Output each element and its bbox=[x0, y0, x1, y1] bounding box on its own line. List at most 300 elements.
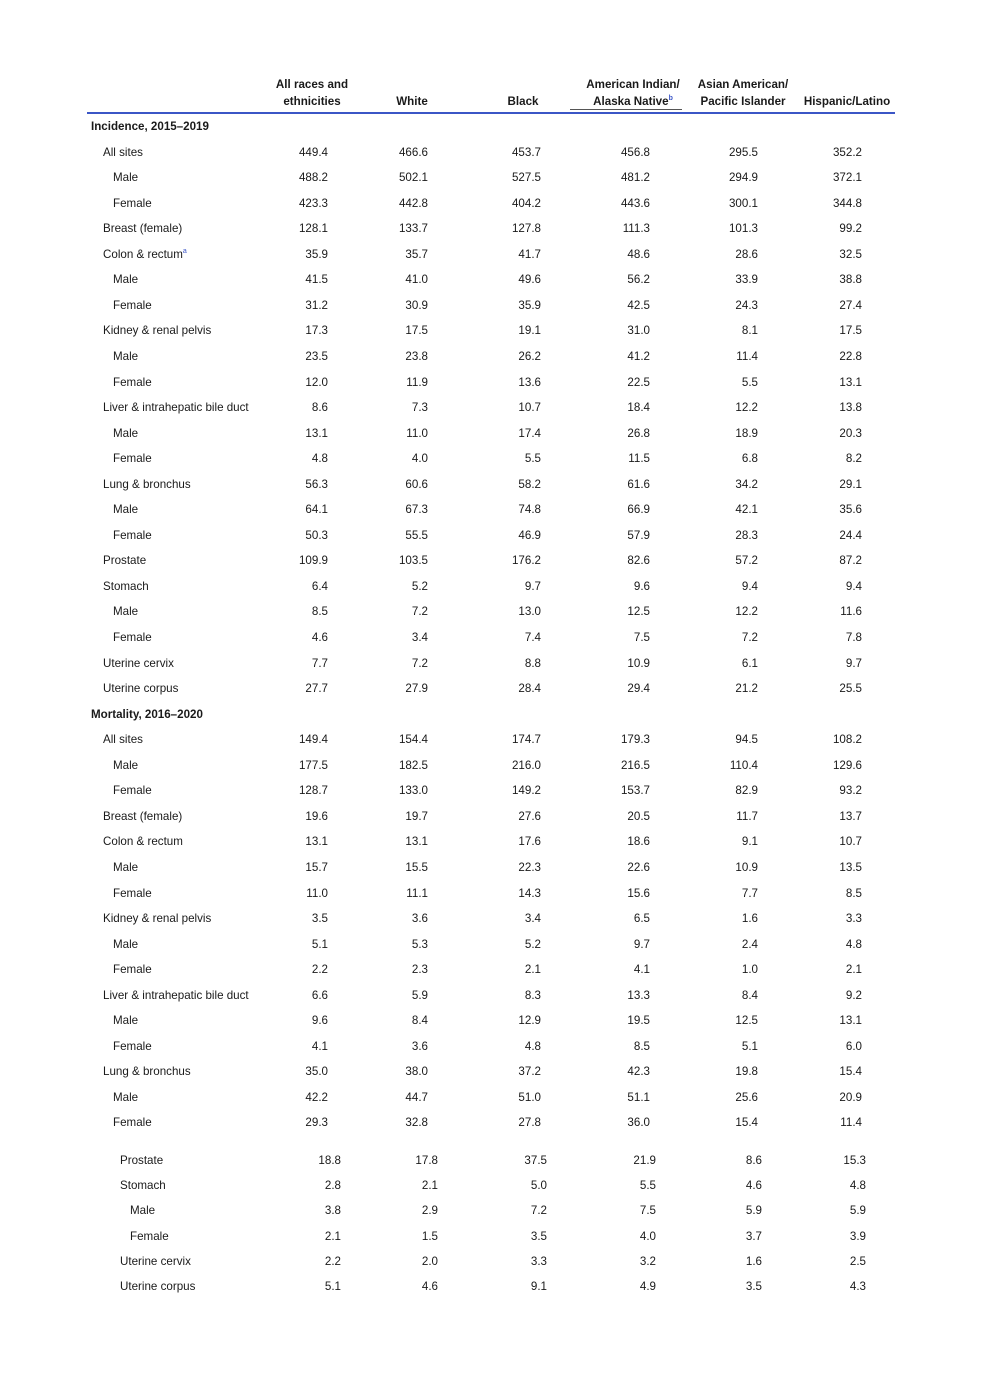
table-cell: 9.1 bbox=[741, 835, 758, 849]
table-cell: 14.3 bbox=[518, 886, 541, 900]
table-cell: 19.8 bbox=[735, 1065, 758, 1079]
row-label bbox=[113, 1089, 138, 1107]
row-label bbox=[113, 374, 152, 392]
table-cell: 22.6 bbox=[627, 860, 650, 874]
table-row bbox=[0, 1089, 1000, 1107]
table-cell: 60.6 bbox=[405, 477, 428, 491]
table-cell: 48.6 bbox=[627, 247, 650, 261]
table-cell: 8.6 bbox=[311, 401, 328, 415]
table-cell: 7.5 bbox=[633, 631, 650, 644]
table-cell: 6.4 bbox=[311, 579, 328, 593]
row-label-text: Mortality, 2016–2020 bbox=[91, 707, 203, 721]
table-cell: 41.7 bbox=[518, 247, 541, 261]
table-cell: 404.2 bbox=[511, 196, 541, 210]
table-cell: 35.9 bbox=[518, 298, 541, 312]
table-cell: 8.8 bbox=[524, 656, 541, 670]
table-cell: 11.5 bbox=[628, 452, 650, 466]
table-cell: 4.6 bbox=[421, 1280, 438, 1293]
table-cell: 5.5 bbox=[639, 1179, 656, 1193]
table-cell: 28.4 bbox=[518, 682, 541, 696]
row-label bbox=[113, 348, 138, 366]
table-row bbox=[0, 655, 1000, 673]
row-label bbox=[103, 246, 187, 264]
table-row bbox=[0, 1278, 1000, 1296]
table-cell: 1.0 bbox=[741, 963, 758, 977]
table-cell: 10.9 bbox=[735, 860, 758, 874]
row-label bbox=[103, 1063, 191, 1081]
table-cell: 5.9 bbox=[745, 1204, 762, 1218]
table-cell: 15.4 bbox=[839, 1065, 862, 1079]
table-cell: 127.8 bbox=[511, 222, 541, 236]
table-row bbox=[0, 859, 1000, 877]
table-cell: 55.5 bbox=[405, 528, 428, 542]
footnote-marker: a bbox=[182, 247, 187, 255]
row-label-text: Breast (female) bbox=[103, 222, 183, 236]
table-cell: 44.7 bbox=[405, 1090, 428, 1104]
row-label-text: Male bbox=[113, 1090, 139, 1104]
table-cell: 7.3 bbox=[411, 401, 428, 415]
row-label bbox=[120, 1177, 166, 1195]
table-cell: 2.1 bbox=[845, 963, 862, 977]
table-cell: 488.2 bbox=[298, 171, 328, 185]
table-cell: 11.0 bbox=[306, 886, 328, 900]
row-label bbox=[103, 322, 211, 340]
table-cell: 34.2 bbox=[735, 477, 758, 491]
row-label-text: Stomach bbox=[103, 579, 149, 593]
table-cell: 20.5 bbox=[627, 809, 650, 823]
table-cell: 6.6 bbox=[311, 988, 328, 1002]
table-cell: 174.7 bbox=[511, 733, 541, 747]
table-cell: 344.8 bbox=[832, 196, 862, 210]
table-cell: 29.1 bbox=[839, 477, 862, 491]
footnote-marker: b bbox=[668, 95, 673, 103]
table-cell: 154.4 bbox=[398, 733, 428, 747]
table-row bbox=[0, 527, 1000, 545]
table-cell: 11.4 bbox=[736, 349, 758, 363]
table-cell: 129.6 bbox=[832, 758, 862, 772]
row-label-text: Female bbox=[113, 196, 152, 210]
table-cell: 12.2 bbox=[735, 605, 758, 619]
table-cell: 4.8 bbox=[311, 452, 328, 466]
row-label bbox=[103, 144, 143, 162]
table-cell: 103.5 bbox=[398, 554, 428, 568]
row-label bbox=[103, 399, 249, 417]
table-cell: 4.8 bbox=[849, 1179, 866, 1193]
table-cell: 9.1 bbox=[530, 1280, 547, 1293]
table-cell: 7.7 bbox=[741, 886, 758, 900]
table-cell: 3.3 bbox=[845, 912, 862, 926]
row-label-text: Male bbox=[113, 758, 139, 772]
table-cell: 352.2 bbox=[832, 145, 862, 159]
table-cell: 35.0 bbox=[305, 1065, 328, 1079]
table-cell: 19.5 bbox=[627, 1014, 650, 1028]
row-label-text: All sites bbox=[103, 733, 143, 747]
table-cell: 66.9 bbox=[627, 503, 650, 517]
table-cell: 443.6 bbox=[620, 196, 650, 210]
table-row bbox=[0, 1038, 1000, 1056]
table-cell: 108.2 bbox=[832, 733, 862, 747]
row-label-text: Uterine cervix bbox=[103, 656, 174, 670]
table-cell: 49.6 bbox=[518, 273, 541, 287]
table-cell: 13.1 bbox=[405, 835, 428, 849]
table-cell: 153.7 bbox=[620, 784, 650, 798]
row-label bbox=[113, 527, 152, 545]
table-cell: 13.1 bbox=[839, 1014, 862, 1028]
row-label-text: Prostate bbox=[103, 554, 147, 568]
table-row bbox=[0, 322, 1000, 340]
table-cell: 7.4 bbox=[524, 631, 541, 644]
table-row bbox=[0, 987, 1000, 1005]
table-cell: 11.9 bbox=[406, 375, 428, 389]
table-row bbox=[0, 731, 1000, 749]
table-cell: 15.4 bbox=[735, 1116, 758, 1130]
table-cell: 300.1 bbox=[728, 196, 758, 210]
table-cell: 28.3 bbox=[735, 528, 758, 542]
table-cell: 27.6 bbox=[518, 809, 541, 823]
row-label bbox=[113, 757, 138, 775]
table-cell: 17.5 bbox=[839, 324, 862, 338]
table-cell: 12.5 bbox=[735, 1014, 758, 1028]
table-cell: 29.4 bbox=[627, 682, 650, 696]
table-cell: 67.3 bbox=[405, 503, 428, 517]
table-cell: 41.0 bbox=[405, 273, 428, 287]
table-cell: 15.3 bbox=[843, 1154, 866, 1167]
row-label bbox=[120, 1152, 163, 1170]
table-cell: 27.4 bbox=[839, 298, 862, 312]
table-cell: 216.5 bbox=[620, 758, 650, 772]
row-label bbox=[103, 808, 182, 826]
row-label bbox=[113, 450, 152, 468]
table-cell: 24.4 bbox=[839, 528, 862, 542]
table-cell: 3.3 bbox=[530, 1254, 547, 1268]
table-row bbox=[0, 297, 1000, 315]
row-label bbox=[103, 552, 146, 570]
column-header-text: Alaska Native bbox=[593, 95, 669, 108]
row-label-text: Male bbox=[113, 503, 139, 517]
table-cell: 23.5 bbox=[305, 349, 328, 363]
table-cell: 57.9 bbox=[627, 528, 650, 542]
table-cell: 25.5 bbox=[839, 682, 862, 696]
row-label-text: Female bbox=[113, 784, 152, 798]
table-row bbox=[0, 399, 1000, 417]
table-cell: 453.7 bbox=[511, 145, 541, 159]
table-row bbox=[0, 271, 1000, 289]
table-cell: 2.4 bbox=[741, 937, 758, 951]
table-cell: 13.0 bbox=[518, 605, 541, 619]
table-cell: 3.6 bbox=[411, 912, 428, 926]
row-label bbox=[113, 271, 138, 289]
table-cell: 8.5 bbox=[633, 1039, 650, 1053]
column-header-line1: American Indian/ bbox=[586, 78, 680, 91]
table-cell: 30.9 bbox=[405, 298, 428, 312]
table-cell: 35.9 bbox=[305, 247, 328, 261]
table-cell: 101.3 bbox=[728, 222, 758, 236]
table-cell: 57.2 bbox=[735, 554, 758, 568]
table-cell: 9.6 bbox=[633, 579, 650, 593]
table-row bbox=[0, 1114, 1000, 1132]
table-cell: 18.8 bbox=[318, 1154, 341, 1167]
table-cell: 18.6 bbox=[627, 835, 650, 849]
table-cell: 5.9 bbox=[849, 1204, 866, 1218]
row-label bbox=[130, 1228, 169, 1246]
row-label bbox=[103, 655, 174, 673]
row-label bbox=[113, 936, 138, 954]
row-label bbox=[113, 859, 138, 877]
table-cell: 27.9 bbox=[405, 682, 428, 696]
table-cell: 11.1 bbox=[406, 886, 428, 900]
column-header-line1: All races and bbox=[275, 78, 349, 91]
row-label-text: Male bbox=[113, 937, 139, 951]
table-cell: 7.2 bbox=[530, 1204, 547, 1218]
row-label-text: Male bbox=[113, 273, 139, 287]
table-cell: 179.3 bbox=[620, 733, 650, 747]
row-label bbox=[103, 731, 143, 749]
column-header-line1: Asian American/ bbox=[697, 78, 789, 91]
table-cell: 2.0 bbox=[421, 1254, 438, 1268]
table-cell: 9.6 bbox=[311, 1014, 328, 1028]
column-header-text: White bbox=[396, 95, 428, 108]
table-cell: 21.2 bbox=[735, 682, 758, 696]
table-cell: 111.3 bbox=[622, 222, 650, 236]
table-cell: 17.5 bbox=[405, 324, 428, 338]
row-label-text: Uterine corpus bbox=[120, 1280, 196, 1293]
table-cell: 32.8 bbox=[405, 1116, 428, 1130]
table-cell: 38.8 bbox=[839, 273, 862, 287]
row-label bbox=[113, 1038, 152, 1056]
section-title bbox=[91, 118, 209, 136]
table-cell: 4.1 bbox=[633, 963, 650, 977]
table-cell: 12.9 bbox=[518, 1014, 541, 1028]
row-label bbox=[113, 1114, 152, 1132]
table-row bbox=[0, 1202, 1000, 1220]
table-cell: 2.2 bbox=[324, 1254, 341, 1268]
table-cell: 15.6 bbox=[627, 886, 650, 900]
table-cell: 35.6 bbox=[839, 503, 862, 517]
table-row bbox=[0, 833, 1000, 851]
table-cell: 13.1 bbox=[305, 426, 328, 440]
table-row bbox=[0, 757, 1000, 775]
row-label bbox=[130, 1202, 155, 1220]
table-row bbox=[0, 374, 1000, 392]
table-cell: 33.9 bbox=[735, 273, 758, 287]
table-cell: 3.2 bbox=[639, 1254, 656, 1268]
table-row bbox=[0, 1012, 1000, 1030]
table-row bbox=[0, 1253, 1000, 1271]
table-row bbox=[0, 603, 1000, 621]
row-label bbox=[103, 680, 178, 698]
table-cell: 11.4 bbox=[840, 1116, 862, 1130]
table-row bbox=[0, 1177, 1000, 1195]
table-cell: 38.0 bbox=[405, 1065, 428, 1079]
table-cell: 17.8 bbox=[415, 1154, 438, 1167]
table-cell: 502.1 bbox=[398, 171, 428, 185]
table-cell: 8.1 bbox=[741, 324, 758, 338]
table-cell: 42.5 bbox=[627, 298, 650, 312]
row-label bbox=[103, 910, 211, 928]
table-cell: 9.4 bbox=[741, 579, 758, 593]
table-cell: 10.7 bbox=[839, 835, 862, 849]
table-row bbox=[0, 552, 1000, 570]
table-row bbox=[0, 885, 1000, 903]
table-cell: 82.9 bbox=[735, 784, 758, 798]
table-cell: 93.2 bbox=[839, 784, 862, 798]
table-cell: 7.8 bbox=[845, 631, 862, 644]
table-cell: 5.5 bbox=[524, 452, 541, 466]
table-cell: 2.1 bbox=[524, 963, 541, 977]
table-cell: 527.5 bbox=[511, 171, 541, 185]
table-cell: 58.2 bbox=[518, 477, 541, 491]
column-rule-american-indian bbox=[570, 109, 682, 110]
row-label-text: Male bbox=[113, 605, 139, 619]
table-cell: 7.5 bbox=[639, 1204, 656, 1218]
table-cell: 449.4 bbox=[298, 145, 328, 159]
column-header-text: ethnicities bbox=[283, 95, 341, 108]
table-row bbox=[0, 220, 1000, 238]
table-cell: 15.5 bbox=[405, 860, 428, 874]
table-cell: 4.8 bbox=[845, 937, 862, 951]
table-cell: 19.6 bbox=[305, 809, 328, 823]
table-cell: 61.6 bbox=[627, 477, 650, 491]
table-cell: 2.1 bbox=[421, 1179, 438, 1193]
table-cell: 2.1 bbox=[324, 1229, 341, 1243]
table-row bbox=[0, 808, 1000, 826]
table-cell: 423.3 bbox=[298, 196, 328, 210]
table-cell: 4.9 bbox=[639, 1280, 656, 1293]
row-label-text: Uterine cervix bbox=[120, 1254, 191, 1268]
table-cell: 456.8 bbox=[620, 145, 650, 159]
column-header bbox=[767, 76, 927, 110]
table-cell: 11.7 bbox=[736, 809, 758, 823]
table-cell: 12.2 bbox=[735, 401, 758, 415]
row-label-text: Kidney & renal pelvis bbox=[103, 912, 212, 926]
table-cell: 5.2 bbox=[411, 579, 428, 593]
header-rule bbox=[87, 112, 895, 114]
table-cell: 5.3 bbox=[411, 937, 428, 951]
table-cell: 18.4 bbox=[627, 401, 650, 415]
table-cell: 3.4 bbox=[524, 912, 541, 926]
table-cell: 182.5 bbox=[398, 758, 428, 772]
table-cell: 2.5 bbox=[849, 1254, 866, 1268]
row-label-text: Male bbox=[113, 171, 139, 185]
row-label-text: Female bbox=[113, 1116, 152, 1130]
table-cell: 87.2 bbox=[839, 554, 862, 568]
table-row bbox=[0, 476, 1000, 494]
table-cell: 4.1 bbox=[311, 1039, 328, 1053]
row-label-text: Colon & rectum bbox=[103, 835, 183, 849]
table-cell: 372.1 bbox=[832, 171, 862, 185]
table-row bbox=[0, 169, 1000, 187]
table-cell: 4.6 bbox=[311, 631, 328, 644]
row-label-text: Female bbox=[113, 528, 152, 542]
table-cell: 2.8 bbox=[324, 1179, 341, 1193]
table-row bbox=[0, 1063, 1000, 1081]
table-row bbox=[0, 782, 1000, 800]
row-label-text: Male bbox=[130, 1204, 156, 1218]
table-cell: 19.1 bbox=[518, 324, 541, 338]
table-cell: 6.0 bbox=[845, 1039, 862, 1053]
table-cell: 24.3 bbox=[735, 298, 758, 312]
table-cell: 9.7 bbox=[845, 656, 862, 670]
table-cell: 109.9 bbox=[298, 554, 328, 568]
table-cell: 1.6 bbox=[741, 912, 758, 926]
row-label bbox=[120, 1253, 191, 1271]
row-label-text: Male bbox=[113, 426, 139, 440]
table-cell: 13.7 bbox=[839, 809, 862, 823]
table-row bbox=[0, 246, 1000, 264]
row-label-text: All sites bbox=[103, 145, 143, 159]
table-cell: 294.9 bbox=[728, 171, 758, 185]
row-label bbox=[113, 961, 152, 979]
row-label bbox=[113, 1012, 138, 1030]
row-label-text: Female bbox=[113, 375, 152, 389]
column-header-line1 bbox=[767, 76, 927, 93]
table-cell: 10.7 bbox=[518, 401, 541, 415]
table-cell: 11.0 bbox=[406, 426, 428, 440]
table-cell: 1.5 bbox=[421, 1229, 438, 1243]
table-cell: 15.7 bbox=[305, 860, 328, 874]
table-cell: 22.8 bbox=[839, 349, 862, 363]
table-cell: 4.8 bbox=[524, 1039, 541, 1053]
table-cell: 9.7 bbox=[524, 579, 541, 593]
table-cell: 41.5 bbox=[305, 273, 328, 287]
table-cell: 42.3 bbox=[627, 1065, 650, 1079]
table-cell: 36.0 bbox=[627, 1116, 650, 1130]
table-cell: 17.6 bbox=[518, 835, 541, 849]
table-cell: 5.1 bbox=[741, 1039, 758, 1053]
table-cell: 442.8 bbox=[398, 196, 428, 210]
table-cell: 17.3 bbox=[305, 324, 328, 338]
table-cell: 6.5 bbox=[633, 912, 650, 926]
row-label bbox=[113, 501, 138, 519]
table-cell: 37.2 bbox=[518, 1065, 541, 1079]
table-cell: 128.1 bbox=[298, 222, 328, 236]
table-cell: 21.9 bbox=[633, 1154, 656, 1167]
column-header-text: Hispanic/Latino bbox=[803, 95, 891, 108]
row-label-text: Female bbox=[113, 298, 152, 312]
table-cell: 22.3 bbox=[518, 860, 541, 874]
table-cell: 18.9 bbox=[735, 426, 758, 440]
row-label-text: Incidence, 2015–2019 bbox=[91, 120, 209, 133]
table-cell: 20.9 bbox=[839, 1090, 862, 1104]
table-cell: 5.5 bbox=[741, 375, 758, 389]
table-cell: 50.3 bbox=[305, 528, 328, 542]
table-cell: 20.3 bbox=[839, 426, 862, 440]
table-cell: 27.7 bbox=[305, 682, 328, 696]
column-header-line2 bbox=[767, 93, 927, 110]
table-cell: 5.2 bbox=[524, 937, 541, 951]
row-label-text: Female bbox=[130, 1229, 169, 1243]
column-header-text: Black bbox=[507, 95, 539, 108]
table-cell: 133.0 bbox=[398, 784, 428, 798]
table-cell: 51.1 bbox=[627, 1090, 650, 1104]
table-cell: 4.6 bbox=[745, 1179, 762, 1193]
table-cell: 42.2 bbox=[305, 1090, 328, 1104]
table-cell: 149.2 bbox=[511, 784, 541, 798]
table-cell: 19.7 bbox=[405, 809, 428, 823]
table-row bbox=[0, 501, 1000, 519]
row-label-text: Liver & intrahepatic bile duct bbox=[103, 401, 249, 415]
table-cell: 2.3 bbox=[411, 963, 428, 977]
table-cell: 5.1 bbox=[324, 1280, 341, 1293]
row-label bbox=[113, 885, 152, 903]
table-cell: 25.6 bbox=[735, 1090, 758, 1104]
table-cell: 3.5 bbox=[311, 912, 328, 926]
table-cell: 5.9 bbox=[411, 988, 428, 1002]
row-label-text: Uterine corpus bbox=[103, 682, 179, 696]
row-label bbox=[103, 578, 149, 596]
table-cell: 9.2 bbox=[845, 988, 862, 1002]
table-cell: 4.0 bbox=[411, 452, 428, 466]
